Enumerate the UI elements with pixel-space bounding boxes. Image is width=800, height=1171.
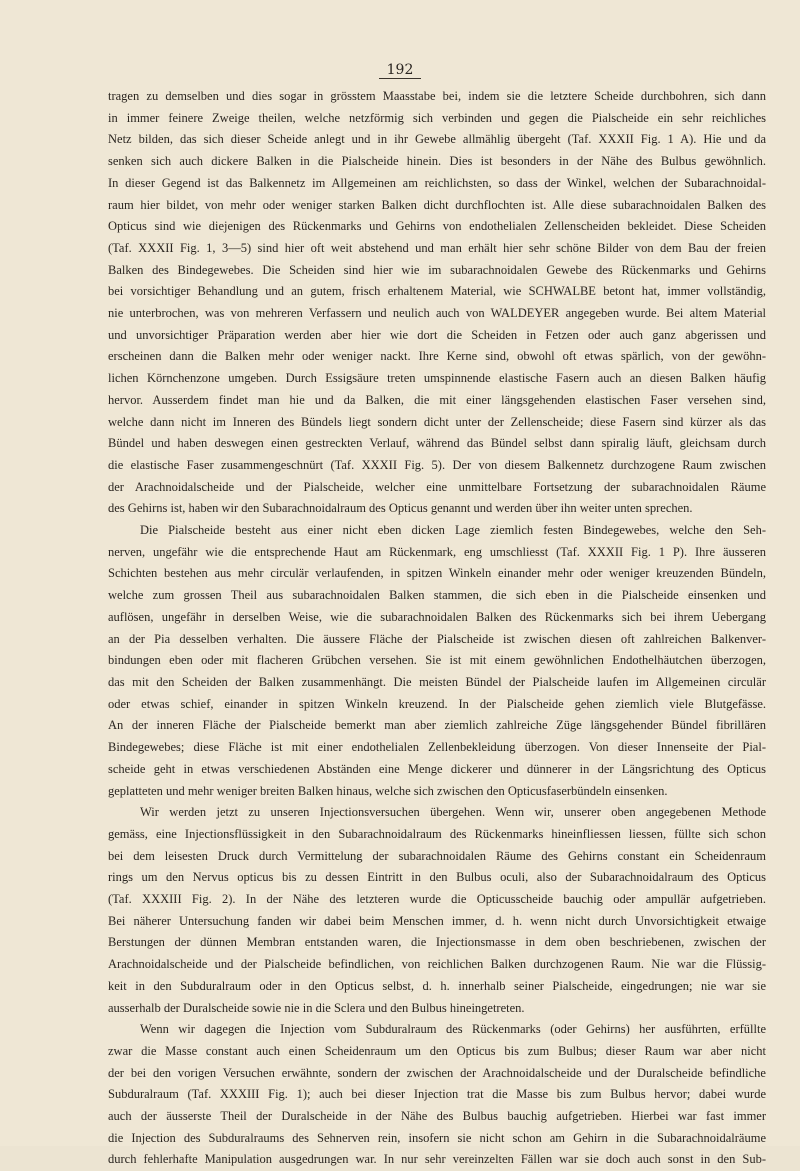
text-line: auch der äusserste Theil der Duralscheide in der Nähe des Bulbus bauchig aufgetrieben. Hierbei war fast immer [108,1109,766,1124]
text-line: scheide geht in etwas verschiedenen Abständen eine Menge dickerer und dünnerer in der Längsrichtung des Opticus [108,761,766,776]
text-line: Bindegewebes; diese Fläche ist mit einer endothelialen Zellenbekleidung überzogen. Von dieser Innenseite der Pial- [108,740,766,755]
text-line: in immer feinere Zweige theilen, welche netzförmig sich verbinden und gegen die Pialscheide ein sehr reichliches [108,110,766,125]
text-line: In dieser Gegend ist das Balkennetz im Allgemeinen am reichlichsten, so dass der Winkel, welchen der Subarachnoidal- [108,175,766,190]
text-line: Wir werden jetzt zu unseren Injectionsversuchen übergehen. Wenn wir, unserer oben angegebenen Methode [140,805,766,820]
text-line: auflösen, ungefähr in derselben Weise, wie die subarachnoidalen Balken des Rückenmarks sich bei ihrem Uebergang [108,609,766,624]
page-number: 192 [0,62,800,79]
text-line: Opticus sind wie diejenigen des Rückenmarks und Gehirns von endothelialen Zellenscheiden bekleidet. Diese Scheiden [108,219,766,234]
text-line: Subduralraum (Taf. XXXIII Fig. 1); auch bei dieser Injection trat die Masse bis zum Bulbus hervor; dabei wurde [108,1087,766,1102]
text-line: oder etwas schief, einander in spitzen Winkeln kreuzend. In der Pialscheide gehen ziemlich viele Blutgefässe. [108,696,766,711]
text-line: lichen Körnchenzone umgeben. Durch Essigsäure treten umspinnende elastische Fasern auch an diesen Balken häufig [108,371,766,386]
body-text [108,86,766,1171]
text-line: ausserhalb der Duralscheide sowie nie in die Sclera und den Bulbus hineingetreten. [108,1000,525,1015]
text-line: die Injection des Subduralraums des Sehnerven rein, insofern sie nicht schon am Gehirn in die Subarachnoidalräume [108,1130,766,1145]
text-line: welche dann nicht im Inneren des Bündels liegt sondern dicht unter der Zellenscheide; diese Fasern sind kürzer als das [108,414,766,429]
text-line: Wenn wir dagegen die Injection vom Subduralraum des Rückenmarks (oder Gehirns) her ausführten, erfüllte [140,1022,766,1037]
text-line: der bei den vorigen Versuchen erwähnte, sondern der zwischen der Arachnoidalscheide und der Duralscheide befindliche [108,1065,766,1080]
text-line: (Taf. XXXIII Fig. 2). In der Nähe des letzteren wurde die Opticusscheide bauchig oder ampullär aufgetrieben. [108,892,766,907]
text-line: gemäss, eine Injectionsflüssigkeit in den Subarachnoidalraum des Rückenmarks hineinfliessen liessen, füllte sich schon [108,826,766,841]
text-line: Schichten bestehen aus mehr circulär verlaufenden, in spitzen Winkeln einander mehr oder weniger kreuzenden Bündeln, [108,566,766,581]
text-line: an der Pia desselben verhalten. Die äussere Fläche der Pialscheide ist zwischen diesen oft zahlreichen Balkenver- [108,631,766,646]
text-line: das mit den Scheiden der Balken zusammenhängt. Die meisten Bündel der Pialscheide laufen im Allgemeinen circulär [108,674,766,689]
text-line: Berstungen der dünnen Membran entstanden waren, die Injectionsmasse in dem oben beschriebenen, zwischen der [108,935,766,950]
text-line: (Taf. XXXII Fig. 1, 3—5) sind hier oft weit abstehend und man erhält hier sehr schöne Bilder von dem Bau der freien [108,240,766,255]
text-line: durch fehlerhafte Manipulation ausgedrungen war. In nur sehr vereinzelten Fällen war sie doch auch sonst in den Sub- [108,1152,766,1167]
text-line: Netz bilden, das sich dieser Scheide anlegt und in ihr Gewebe allmählig übergeht (Taf. XXXII Fig. 1 A). Hie und da [108,132,766,147]
text-line: bei dem leisesten Druck durch Vermittelung der subarachnoidalen Räume des Gehirns constant ein Scheidenraum [108,848,766,863]
text-line: nie unterbrochen, was von mehreren Verfassern und neulich auch von WALDEYER angegeben wurde. Bei altem Material [108,306,766,321]
text-line: tragen zu demselben und dies sogar in grösstem Maasstabe bei, indem sie die letztere Scheide durchbohren, sich dann [108,89,766,103]
text-line: welche zum grossen Theil aus subarachnoidalen Balken stammen, die sich eben in die Pialscheide einsenken und [108,588,766,603]
text-line: zwar die Masse constant auch einen Scheidenraum um den Opticus bis zum Bulbus; dieser Raum war aber nicht [108,1043,766,1058]
text-line: bindungen eben oder mit flacheren Grübchen versehen. Sie ist mit einem gewöhnlichen Endothelhäutchen überzogen, [108,653,766,668]
text-line: erscheinen dann die Balken mehr oder weniger nackt. Ihre Kerne sind, obwohl oft etwas spärlich, von der gewöhn- [108,349,766,364]
text-line: senken sich auch dickere Balken in die Pialscheide hinein. Dies ist besonders in der Nähe des Bulbus gewöhnlich. [108,154,766,169]
text-line: Balken des Bindegewebes. Die Scheiden sind hier wie im subarachnoidalen Gewebe des Rückenmarks und Gehirns [108,262,766,277]
text-line: Bei näherer Untersuchung fanden wir dabei beim Menschen immer, d. h. wenn nicht durch Unvorsichtigkeit etwaige [108,913,766,928]
text-line: rings um den Nervus opticus bis zu dessen Eintritt in den Bulbus oculi, also der Subarachnoidalraum des Opticus [108,870,766,885]
text-line: bei vorsichtiger Behandlung und an gutem, frisch erhaltenem Material, wie SCHWALBE betont hat, immer vollständig, [108,284,766,299]
text-line: Bündel und haben deswegen einen gestreckten Verlauf, während das Bündel selbst dann spiralig läuft, gleichsam durch [108,436,766,451]
text-line: des Gehirns ist, haben wir den Subarachnoidalraum des Opticus genannt und werden über ihn weiter unten sprechen. [108,501,693,516]
text-line: geplatteten und mehr weniger breiten Balken hinaus, welche sich zwischen den Opticusfaserbündeln einsenken. [108,783,668,798]
text-line: der Arachnoidalscheide und der Pialscheide, welcher eine unmittelbare Fortsetzung der subarachnoidalen Räume [108,479,766,494]
text-line: Arachnoidalscheide und der Pialscheide befindlichen, von reichlichen Balken durchzogenen Raum. Nie war die Flüssig- [108,957,766,972]
text-line: hervor. Ausserdem findet man hie und da Balken, die mit einer längsgehenden elastischen Faser versehen sind, [108,392,766,407]
text-line: Die Pialscheide besteht aus einer nicht eben dicken Lage ziemlich festen Bindegewebes, welche den Seh- [140,523,766,538]
text-line: An der inneren Fläche der Pialscheide bemerkt man aber ziemlich zahlreiche Züge längsgehender Bündel fibrillären [108,718,766,733]
text-line: raum hier bildet, von mehr oder weniger starken Balken dicht durchflochten ist. Alle diese subarachnoidalen Balken des [108,197,766,212]
text-line: die elastische Faser zusammengeschnürt (Taf. XXXII Fig. 5). Der von diesem Balkennetz durchzogene Raum zwischen [108,457,766,472]
text-line: und unvorsichtiger Präparation werden aber hier wie dort die Scheiden in Fetzen oder auch ganz abgerissen und [108,327,766,342]
text-line: nerven, ungefähr wie die entsprechende Haut am Rückenmark, eng umschliesst (Taf. XXXII Fig. 1 P). Ihre äusseren [108,544,766,559]
text-line: keit in den Subduralraum oder in den Opticus selbst, d. h. innerhalb seiner Pialscheide, eingedrungen; nie war sie [108,978,766,993]
